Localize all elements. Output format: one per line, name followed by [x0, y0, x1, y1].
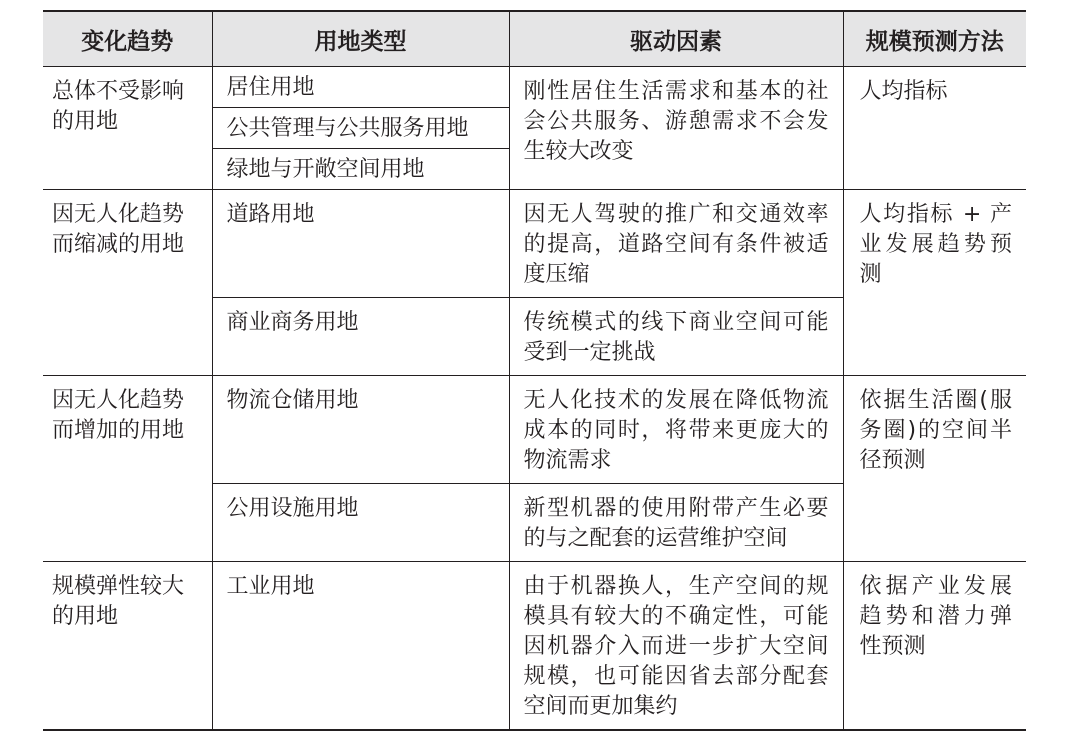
driver-cell: 由于机器换人，生产空间的规模具有较大的不确定性，可能因机器介入而进一步扩大空间规模，也可能因省去部分配套空间而更加集约 — [509, 562, 843, 731]
driver-cell: 刚性居住生活需求和基本的社会公共服务、游憩需求不会发生较大改变 — [509, 67, 843, 190]
trend-cell: 总体不受影响的用地 — [43, 67, 212, 190]
header-driver: 驱动因素 — [509, 11, 843, 67]
header-trend: 变化趋势 — [43, 11, 212, 67]
driver-cell: 无人化技术的发展在降低物流成本的同时，将带来更庞大的物流需求 — [509, 376, 843, 484]
method-cell: 人均指标 — [843, 67, 1026, 190]
trend-cell: 因无人化趋势而增加的用地 — [43, 376, 212, 562]
table-row — [43, 376, 1026, 484]
land-use-table — [43, 10, 1026, 731]
header-method: 规模预测方法 — [843, 11, 1026, 67]
land-type-cell: 绿地与开敞空间用地 — [212, 149, 509, 190]
land-type-cell: 公共管理与公共服务用地 — [212, 108, 509, 149]
header-land-type: 用地类型 — [212, 11, 509, 67]
land-type-cell: 物流仓储用地 — [212, 376, 509, 484]
method-cell: 依据生活圈(服务圈)的空间半径预测 — [843, 376, 1026, 562]
land-type-cell: 工业用地 — [212, 562, 509, 731]
method-cell: 依据产业发展趋势和潜力弹性预测 — [843, 562, 1026, 731]
driver-cell: 新型机器的使用附带产生必要的与之配套的运营维护空间 — [509, 484, 843, 562]
method-cell: 人均指标 + 产业发展趋势预测 — [843, 190, 1026, 376]
trend-cell: 因无人化趋势而缩减的用地 — [43, 190, 212, 376]
table-row — [43, 190, 1026, 298]
land-type-cell: 居住用地 — [212, 67, 509, 108]
header-row — [43, 11, 1026, 67]
land-type-cell: 商业商务用地 — [212, 298, 509, 376]
table-row — [43, 67, 1026, 108]
table-row — [43, 562, 1026, 731]
land-type-cell: 道路用地 — [212, 190, 509, 298]
land-type-cell: 公用设施用地 — [212, 484, 509, 562]
trend-cell: 规模弹性较大的用地 — [43, 562, 212, 731]
driver-cell: 传统模式的线下商业空间可能受到一定挑战 — [509, 298, 843, 376]
driver-cell: 因无人驾驶的推广和交通效率的提高，道路空间有条件被适度压缩 — [509, 190, 843, 298]
